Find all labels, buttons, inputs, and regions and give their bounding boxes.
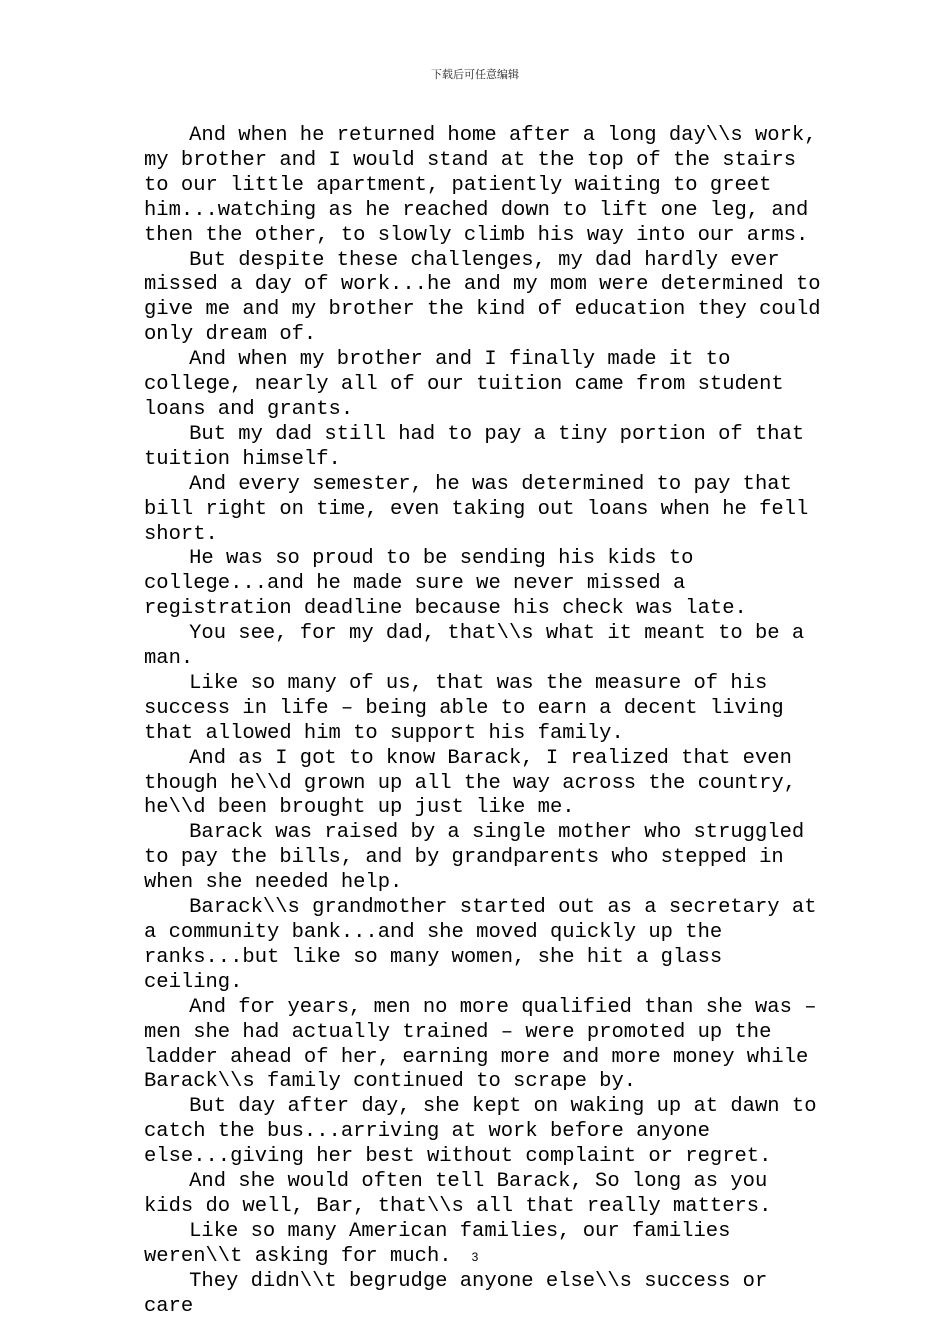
paragraph: You see, for my dad, that\\s what it meant to be a man.: [144, 622, 805, 671]
paragraph: But day after day, she kept on waking up at dawn to catch the bus...arriving at work before anyone else...giving her best without complaint or regret.: [144, 1095, 817, 1169]
paragraph: Barack was raised by a single mother who struggled to pay the bills, and by grandparents who stepped in when she needed help.: [144, 821, 805, 895]
page-number: 3: [471, 1250, 479, 1264]
page-header: 下载后可任意编辑: [431, 68, 519, 81]
paragraph: And every semester, he was determined to pay that bill right on time, even taking out loans when he fell short.: [144, 472, 809, 546]
paragraph: Like so many American families, our families weren\\t asking for much.: [144, 1219, 731, 1268]
paragraph: And as I got to know Barack, I realized that even though he\\d grown up all the way across the country, he\\d been brought up just like me.: [144, 746, 797, 820]
paragraph: Barack\\s grandmother started out as a secretary at a community bank...and she moved quickly up the ranks...but like so many women, she hit a glass ceiling.: [144, 896, 817, 994]
paragraph: And for years, men no more qualified than she was – men she had actually trained – were promoted up the ladder ahead of her, earning more and more money while Barack\\s family continued to scrape by.: [144, 995, 817, 1094]
paragraph: He was so proud to be sending his kids to college...and he made sure we never missed a registration deadline because his check was late.: [144, 547, 747, 621]
paragraph: Like so many of us, that was the measure of his success in life – being able to earn a decent living that allowed him to support his family.: [144, 671, 784, 745]
paragraph: But despite these challenges, my dad hardly ever missed a day of work...he and my mom were determined to give me and my brother the kind of education they could only dream of.: [144, 248, 821, 347]
paragraph: They didn\\t begrudge anyone else\\s success or care: [144, 1269, 768, 1318]
paragraph: And when my brother and I finally made it to college, nearly all of our tuition came from student loans and grants.: [144, 348, 784, 421]
paragraph: But my dad still had to pay a tiny portion of that tuition himself.: [144, 422, 805, 471]
document-body: [144, 124, 824, 1320]
paragraph: And when he returned home after a long day\\s work, my brother and I would stand at the top of the stairs to our little apartment, patiently waiting to greet him...watching as he reached down to lift one leg, and then the other, to slowly climb his way into our arms.: [144, 124, 817, 247]
paragraph: And she would often tell Barack, So long as you kids do well, Bar, that\\s all that really matters.: [144, 1170, 772, 1218]
